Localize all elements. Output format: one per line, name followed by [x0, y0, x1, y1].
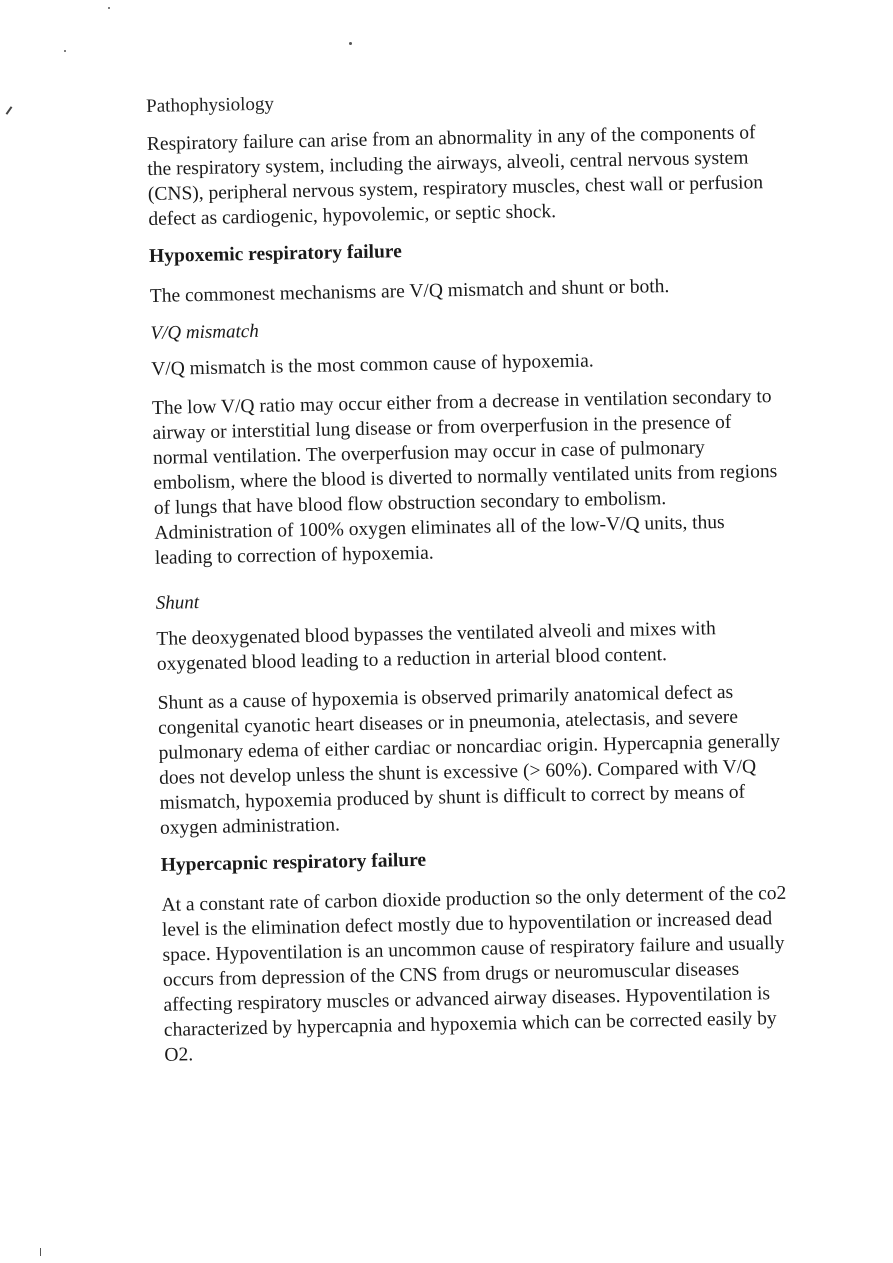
shunt-subheading: Shunt: [155, 592, 200, 614]
scan-mark: [6, 106, 13, 115]
hypercapnic-paragraph: At a constant rate of carbon dioxide production so the only determent of the co2 level is the elimination defect mostly due to hypoventilation or increased dead space. Hypoventilation is an uncommon cause of respiratory failure and usually occurs from depression of the CNS from drugs or neuromuscular diseases affecting respiratory muscles or advanced airway diseases. Hypoventilation is characterized by hypercapnia and hypoxemia which can be corrected easily by O2.: [161, 882, 787, 1066]
intro-paragraph: Respiratory failure can arise from an abnormality in any of the components of the respiratory system, including the airways, alveoli, central nervous system (CNS), peripheral nervous system, respiratory muscles, chest wall or perfusion defect as cardiogenic, hypovolemic, or septic shock.: [146, 122, 764, 230]
shunt-paragraph-2: Shunt as a cause of hypoxemia is observed primarily anatomical defect as congenital cyanotic heart diseases or in pneumonia, atelectasis, and severe pulmonary edema of either cardiac or noncardiac origin. Hypercapnia generally does not develop unless the shunt is excessive (> 60%). Compared with V/Q mismatch, hypoxemia produced by shunt is difficult to correct by means of oxygen administration.: [157, 681, 781, 839]
vq-paragraph-1: V/Q mismatch is the most common cause of hypoxemia.: [151, 350, 594, 380]
document-body: [146, 84, 790, 1082]
scan-speck: [40, 1248, 41, 1256]
mechanisms-paragraph: The commonest mechanisms are V/Q mismatch and shunt or both.: [149, 275, 670, 307]
scan-speck: [349, 42, 352, 45]
shunt-paragraph-1: The deoxygenated blood bypasses the ventilated alveoli and mixes with oxygenated blood leading to a reduction in arterial blood content.: [156, 618, 716, 675]
vq-paragraph-2: The low V/Q ratio may occur either from a decrease in ventilation secondary to airway or interstitial lung disease or from overperfusion in the presence of normal ventilation. The overperfusion may occur in case of pulmonary embolism, where the blood is diverted to normally ventilated units from regions of lungs that have blood flow obstruction secondary to embolism. Administration of 100% oxygen eliminates all of the low-V/Q units, thus leading to correction of hypoxemia.: [151, 386, 778, 569]
hypoxemic-heading: Hypoxemic respiratory failure: [148, 241, 402, 267]
scan-speck: [64, 50, 66, 52]
scan-speck: [108, 7, 110, 9]
hypercapnic-heading: Hypercapnic respiratory failure: [160, 849, 427, 876]
vq-mismatch-subheading: V/Q mismatch: [150, 320, 259, 344]
page-title: Pathophysiology: [146, 93, 275, 117]
